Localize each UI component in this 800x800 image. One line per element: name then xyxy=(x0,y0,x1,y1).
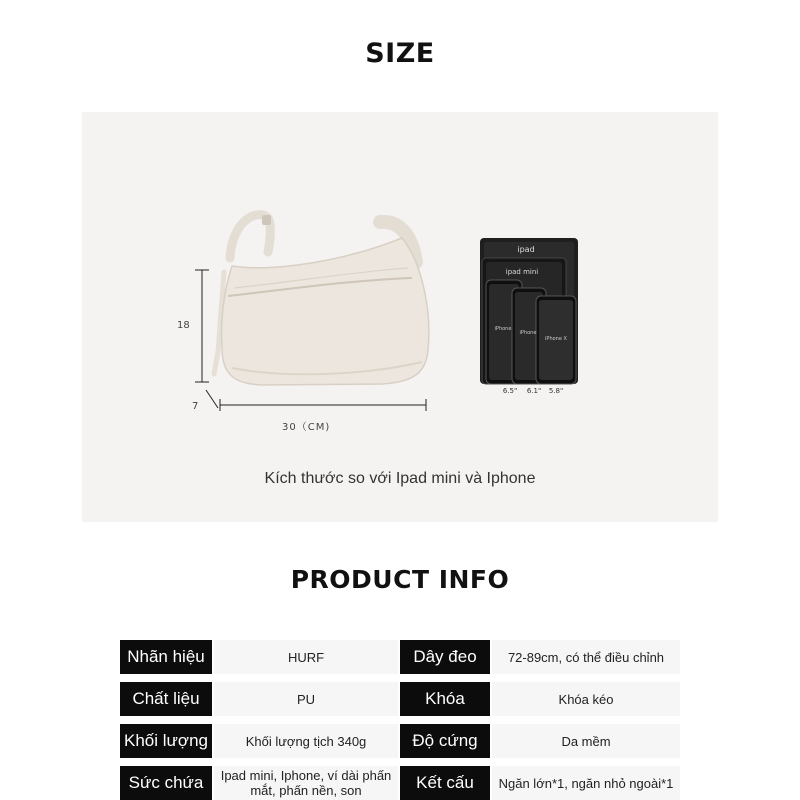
size-heading: SIZE xyxy=(365,38,435,69)
value-hardness: Da mềm xyxy=(492,724,680,758)
label-strap: Dây đeo xyxy=(400,640,490,674)
size-c-label: 5.8" xyxy=(548,387,564,395)
value-material: PU xyxy=(214,682,398,716)
width-label: 30（CM) xyxy=(282,422,331,433)
size-b-label: 6.1" xyxy=(526,387,542,395)
bag-illustration xyxy=(82,112,718,462)
info-row xyxy=(120,682,680,716)
label-structure: Kết cấu xyxy=(400,766,490,800)
value-structure: Ngăn lớn*1, ngăn nhỏ ngoài*1 xyxy=(492,766,680,800)
value-strap: 72-89cm, có thể điều chỉnh xyxy=(492,640,680,674)
device-comparison xyxy=(480,238,578,395)
depth-label: 7 xyxy=(192,401,199,412)
label-closure: Khóa xyxy=(400,682,490,716)
label-hardness: Độ cứng xyxy=(400,724,490,758)
phone-a-label: iPhone xyxy=(494,326,512,332)
product-info-heading: PRODUCT INFO xyxy=(290,565,510,594)
info-row xyxy=(120,724,680,758)
depth-dimension-line xyxy=(206,390,218,408)
phone-b-label: iPhone xyxy=(519,330,537,336)
height-label: 18 xyxy=(177,320,190,331)
info-row xyxy=(120,640,680,674)
value-brand: HURF xyxy=(214,640,398,674)
value-capacity: Ipad mini, Iphone, ví dài phấn mắt, phấn nền, son xyxy=(214,766,398,800)
phone-c-label: iPhone X xyxy=(545,336,567,342)
size-a-label: 6.5" xyxy=(502,387,518,395)
label-brand: Nhãn hiệu xyxy=(120,640,212,674)
ipad-label: ipad xyxy=(517,245,535,254)
info-row xyxy=(120,766,680,800)
label-weight: Khối lượng xyxy=(120,724,212,758)
ipad-mini-label: ipad mini xyxy=(505,268,539,276)
size-panel xyxy=(82,112,718,522)
label-capacity: Sức chứa xyxy=(120,766,212,800)
value-closure: Khóa kéo xyxy=(492,682,680,716)
size-caption: Kích thước so với Ipad mini và Iphone xyxy=(264,470,536,487)
value-weight: Khối lượng tịch 340g xyxy=(214,724,398,758)
label-material: Chất liệu xyxy=(120,682,212,716)
